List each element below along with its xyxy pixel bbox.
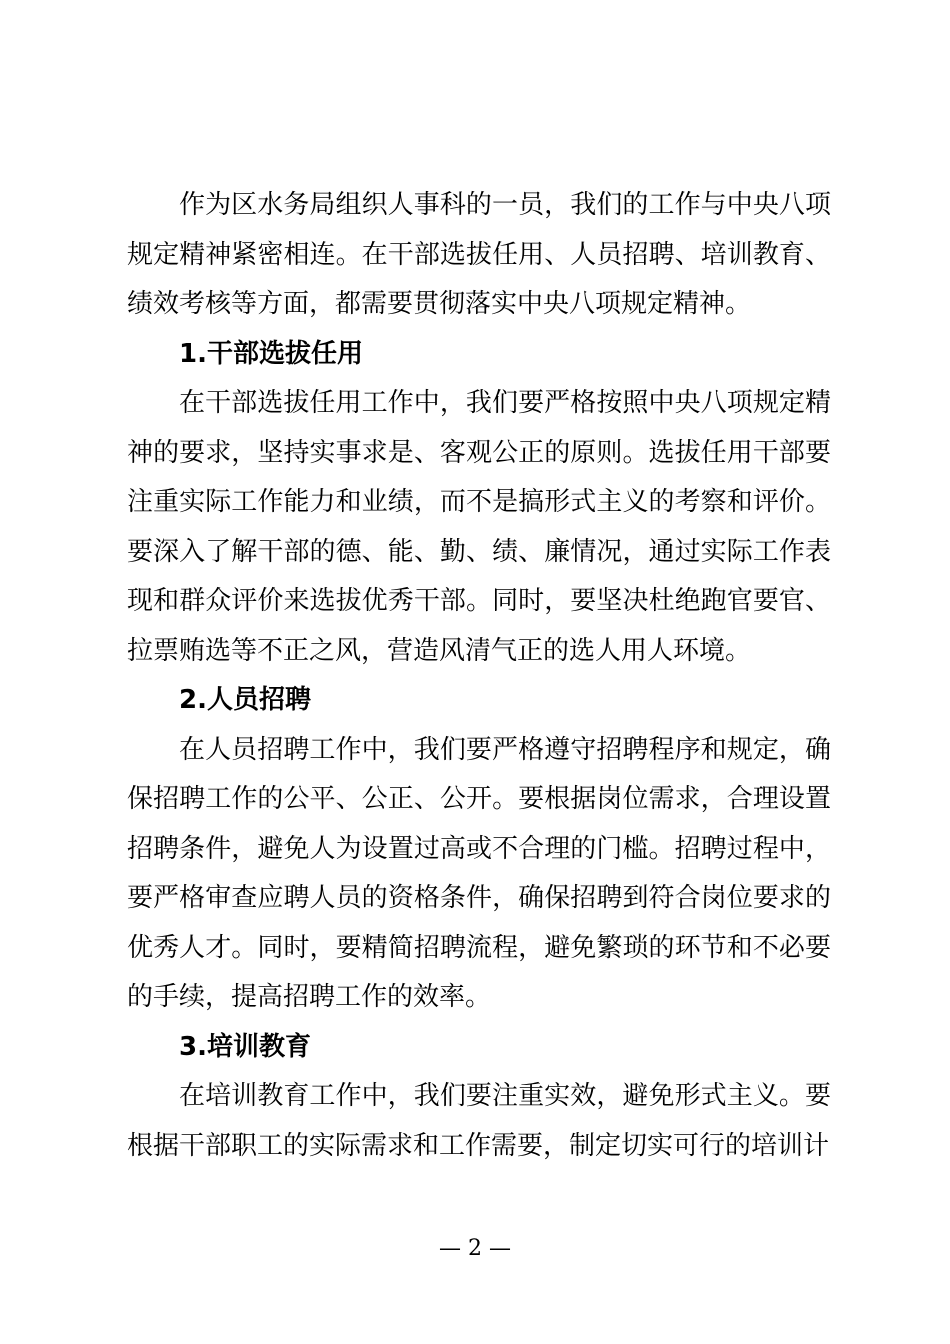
section-2-heading: 2.人员招聘 (179, 685, 311, 715)
document-body (127, 181, 831, 1171)
section-2-paragraph: 在人员招聘工作中，我们要严格遵守招聘程序和规定，确保招聘工作的公平、公正、公开。要根据岗位需求，合理设置招聘条件，避免人为设置过高或不合理的门槛。招聘过程中，要严格审查应聘人员的资格条件，确保招聘到符合岗位要求的优秀人才。同时，要精简招聘流程，避免繁琐的环节和不必要的手续，提高招聘工作的效率。 (127, 734, 831, 1012)
section-3-paragraph: 在培训教育工作中，我们要注重实效，避免形式主义。要根据干部职工的实际需求和工作需要，制定切实可行的培训计 (127, 1081, 831, 1161)
section-3-heading: 3.培训教育 (179, 1031, 311, 1062)
section-1-heading: 1.干部选拔任用 (179, 338, 363, 369)
section-1-paragraph: 在干部选拔任用工作中，我们要严格按照中央八项规定精神的要求，坚持实事求是、客观公正的原则。选拔任用干部要注重实际工作能力和业绩，而不是搞形式主义的考察和评价。要深入了解干部的德、能、勤、绩、廉情况，通过实际工作表现和群众评价来选拔优秀干部。同时，要坚决杜绝跑官要官、拉票贿选等不正之风，营造风清气正的选人用人环境。 (127, 388, 831, 666)
page-number: — 2 — (439, 1236, 511, 1261)
intro-paragraph: 作为区水务局组织人事科的一员，我们的工作与中央八项规定精神紧密相连。在干部选拔任用、人员招聘、培训教育、绩效考核等方面，都需要贯彻落实中央八项规定精神。 (127, 190, 831, 319)
